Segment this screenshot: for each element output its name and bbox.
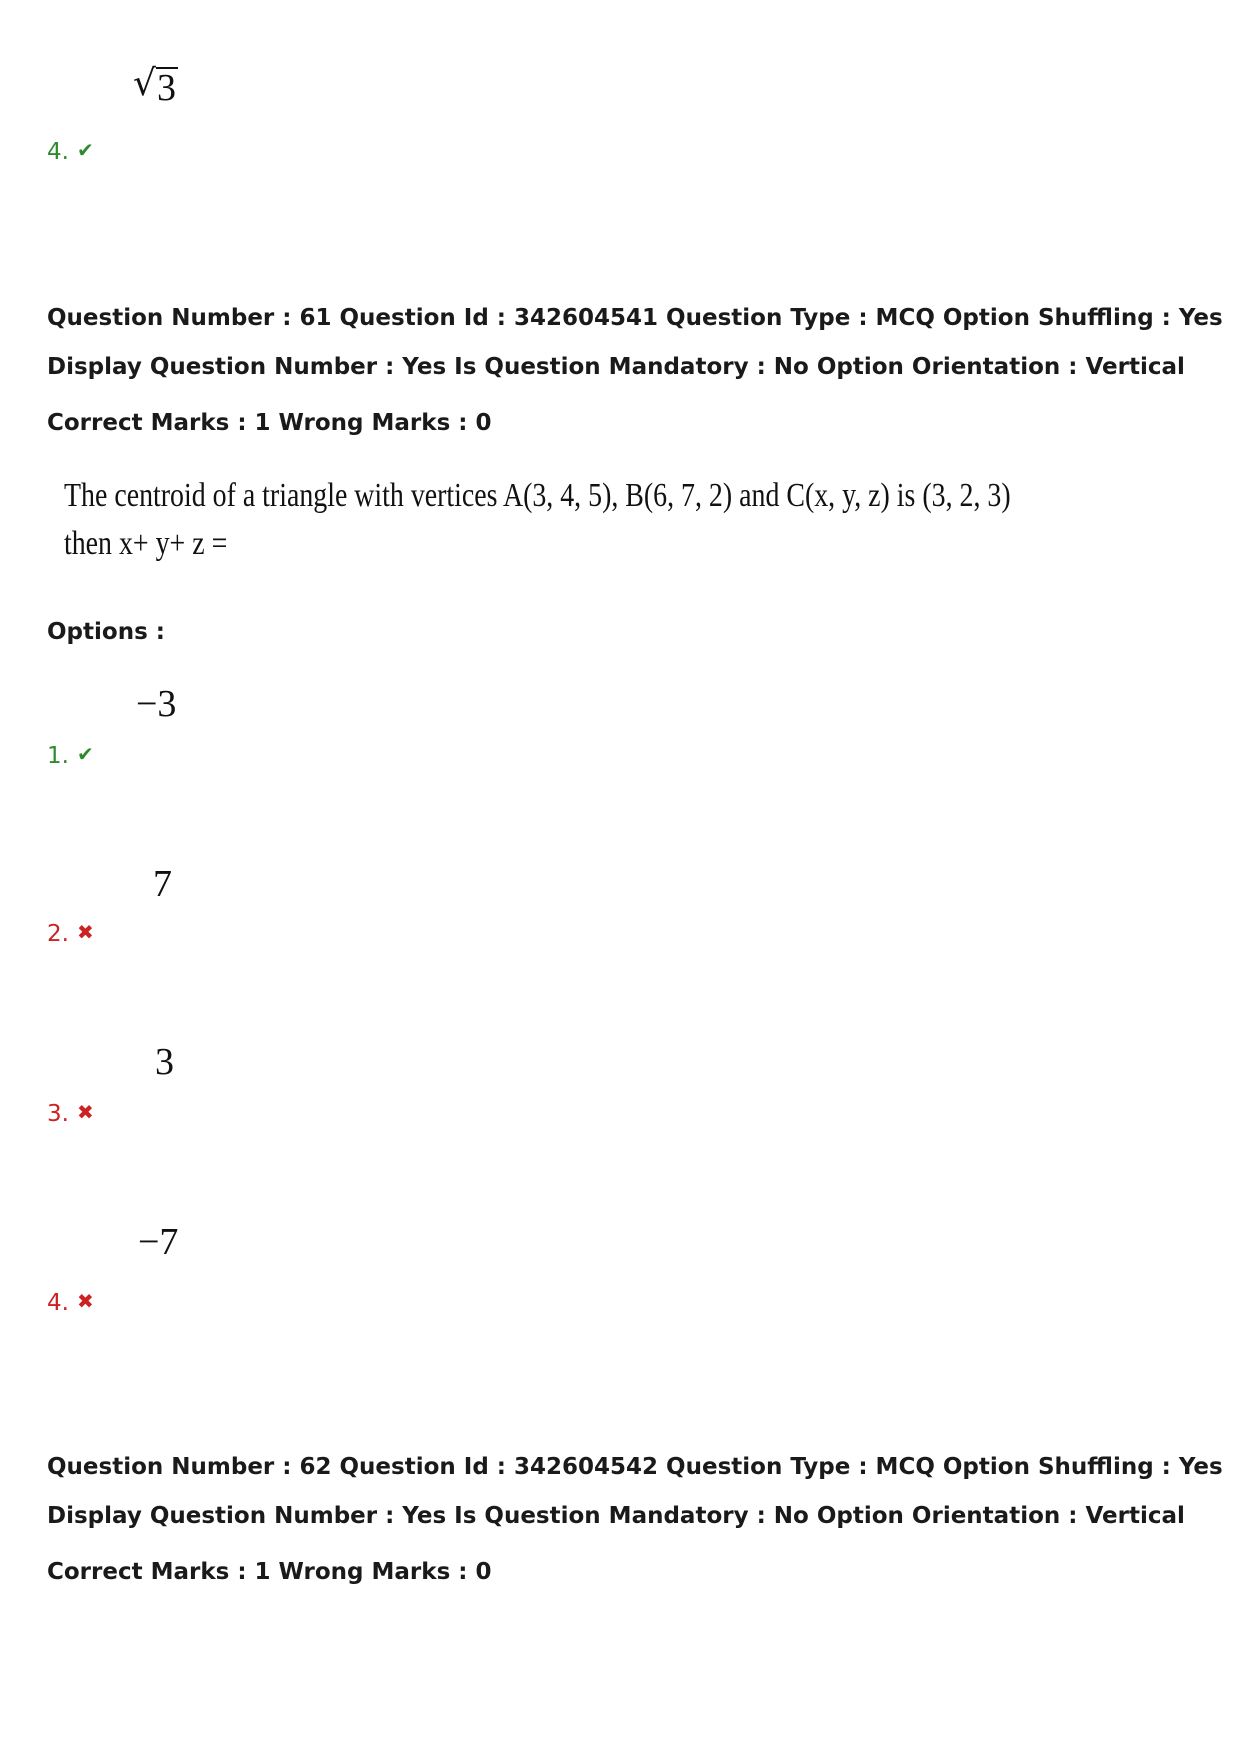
cross-icon: ✖ — [76, 920, 94, 944]
q61-option-4-value: −7 — [138, 1221, 179, 1263]
q61-option-2-marker — [47, 918, 94, 948]
sqrt-radicand: 3 — [156, 67, 176, 109]
check-icon: ✔ — [76, 742, 94, 766]
cross-icon: ✖ — [76, 1100, 94, 1124]
q61-meta-line-3: Correct Marks : 1 Wrong Marks : 0 — [47, 410, 492, 436]
q61-option-2-value: 7 — [153, 863, 172, 905]
q61-option-4-marker — [47, 1287, 94, 1317]
q61-option-3-marker — [47, 1098, 94, 1128]
q61-options-label: Options : — [47, 619, 165, 645]
sqrt-expression — [133, 62, 178, 107]
q62-meta-line-1: Question Number : 62 Question Id : 342604542 Question Type : MCQ Option Shuffling : Yes — [47, 1454, 1223, 1480]
q61-meta-line-1: Question Number : 61 Question Id : 342604541 Question Type : MCQ Option Shuffling : Yes — [47, 305, 1223, 331]
prev-option-4-value — [133, 62, 178, 107]
option-number: 4. — [47, 139, 69, 165]
q62-meta-line-3: Correct Marks : 1 Wrong Marks : 0 — [47, 1559, 492, 1585]
q62-meta-line-2: Display Question Number : Yes Is Question Mandatory : No Option Orientation : Vertical — [47, 1503, 1185, 1529]
option-number: 3. — [47, 1101, 69, 1127]
prev-option-4-marker — [47, 136, 94, 166]
q61-option-3-value: 3 — [155, 1041, 174, 1083]
question-text-line-1: The centroid of a triangle with vertices A(3, 4, 5), B(6, 7, 2) and C(x, y, z) is (3, 2, 3) — [64, 477, 1011, 514]
question-text-line-2: then x+ y+ z = — [64, 525, 228, 562]
check-icon: ✔ — [76, 138, 94, 162]
q61-meta-line-2: Display Question Number : Yes Is Question Mandatory : No Option Orientation : Vertical — [47, 354, 1185, 380]
q61-option-1-marker — [47, 740, 94, 770]
option-number: 4. — [47, 1290, 69, 1316]
cross-icon: ✖ — [76, 1289, 94, 1313]
sqrt-sign: √ — [133, 63, 156, 104]
option-number: 1. — [47, 743, 69, 769]
option-number: 2. — [47, 921, 69, 947]
q61-question-text — [64, 472, 1218, 568]
q61-option-1-value: −3 — [136, 683, 177, 725]
